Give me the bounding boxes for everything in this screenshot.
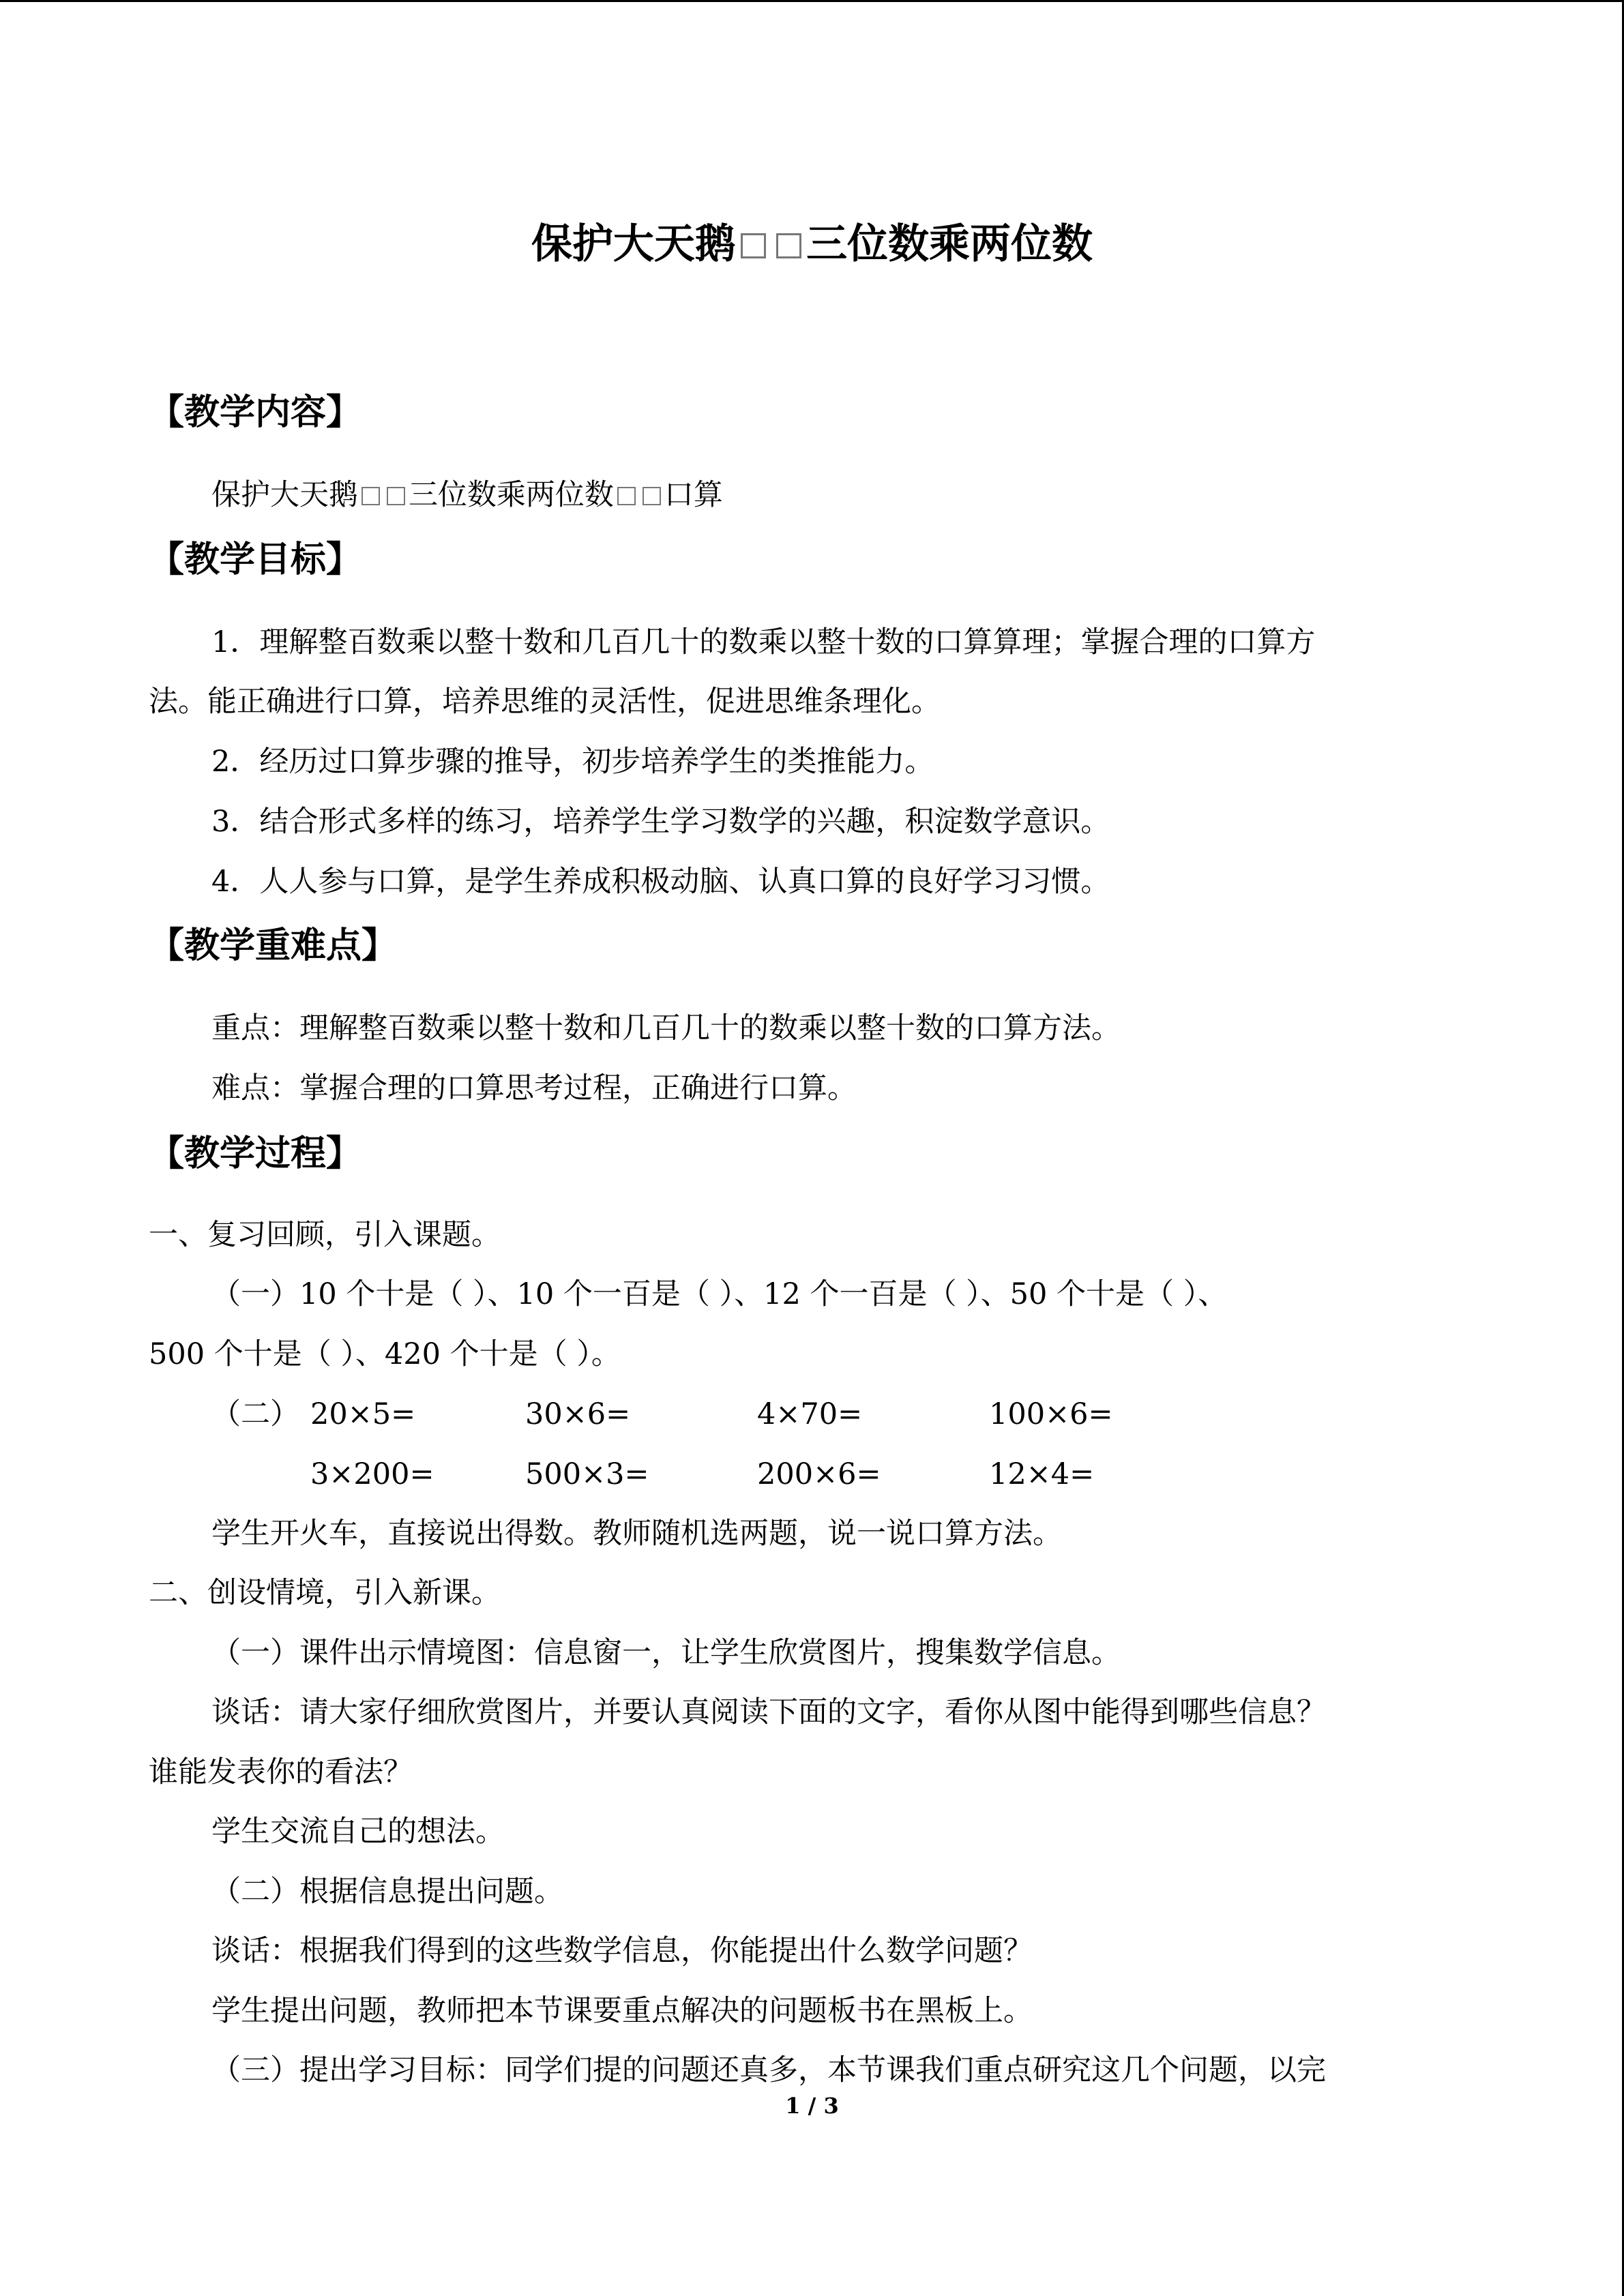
content-text: 保护大天鹅 三位数乘两位数 口算 — [211, 478, 723, 512]
goal-1-line-2: 法。能正确进行口算，培养思维的灵活性，促进思维条理化。 — [149, 685, 941, 719]
page-number: 1 / 3 — [785, 2093, 839, 2119]
goal-3: 3．结合形式多样的练习，培养学生学习数学的兴趣，积淀数学意识。 — [211, 805, 1110, 839]
train-activity: 学生开火车，直接说出得数。教师随机选两题，说一说口算方法。 — [211, 1517, 1062, 1551]
missing-glyph-box — [643, 487, 661, 505]
missing-glyph-box — [361, 487, 380, 505]
step-3: （三）提出学习目标：同学们提的问题还真多，本节课我们重点研究这几个问题，以完 — [211, 2053, 1326, 2087]
question-1-line-2: 500 个十是（ ）、420 个十是（ ）。 — [149, 1337, 621, 1371]
expression: 200×6= — [757, 1457, 881, 1491]
heading-content: 【教学内容】 — [149, 391, 362, 433]
expression: 100×6= — [989, 1397, 1113, 1431]
talk-2: 谈话：根据我们得到的这些数学信息，你能提出什么数学问题？ — [211, 1934, 1033, 1968]
heading-keypoints: 【教学重难点】 — [149, 925, 398, 966]
step-1: （一）课件出示情境图：信息窗一，让学生欣赏图片，搜集数学信息。 — [211, 1636, 1121, 1670]
missing-glyph-box — [617, 487, 636, 505]
heading-process: 【教学过程】 — [149, 1133, 362, 1174]
missing-glyph-box — [776, 233, 801, 258]
top-border — [0, 0, 1624, 2]
process-part-1: 一、复习回顾，引入课题。 — [149, 1218, 501, 1252]
goal-2: 2．经历过口算步骤的推导，初步培养学生的类推能力。 — [211, 745, 934, 779]
expression: 12×4= — [989, 1457, 1095, 1491]
missing-glyph-box — [387, 487, 405, 505]
raise-questions: 学生提出问题，教师把本节课要重点解决的问题板书在黑板上。 — [211, 1994, 1033, 2028]
goal-4: 4．人人参与口算，是学生养成积极动脑、认真口算的良好学习习惯。 — [211, 865, 1110, 899]
missing-glyph-box — [741, 233, 766, 258]
question-2-label: （二） — [211, 1397, 299, 1431]
talk-1-line-2: 谁能发表你的看法？ — [149, 1755, 413, 1789]
expression: 3×200= — [310, 1457, 434, 1491]
expression: 500×3= — [525, 1457, 649, 1491]
heading-goals: 【教学目标】 — [149, 539, 362, 580]
expression: 20×5= — [310, 1397, 416, 1431]
step-2: （二）根据信息提出问题。 — [211, 1875, 563, 1909]
question-1-line-1: （一）10 个十是（ ）、10 个一百是（ ）、12 个一百是（ ）、50 个十是（ ）、 — [211, 1277, 1228, 1311]
student-exchange: 学生交流自己的想法。 — [211, 1815, 505, 1849]
difficulty-point: 难点：掌握合理的口算思考过程，正确进行口算。 — [211, 1071, 857, 1105]
talk-1-line-1: 谈话：请大家仔细欣赏图片，并要认真阅读下面的文字，看你从图中能得到哪些信息？ — [211, 1695, 1326, 1729]
document-title: 保护大天鹅 三位数乘两位数 — [531, 220, 1093, 268]
goal-1-line-1: 1．理解整百数乘以整十数和几百几十的数乘以整十数的口算算理；掌握合理的口算方 — [211, 625, 1316, 659]
expression: 4×70= — [757, 1397, 863, 1431]
key-point: 重点：理解整百数乘以整十数和几百几十的数乘以整十数的口算方法。 — [211, 1011, 1121, 1045]
expression: 30×6= — [525, 1397, 631, 1431]
process-part-2: 二、创设情境，引入新课。 — [149, 1576, 501, 1610]
